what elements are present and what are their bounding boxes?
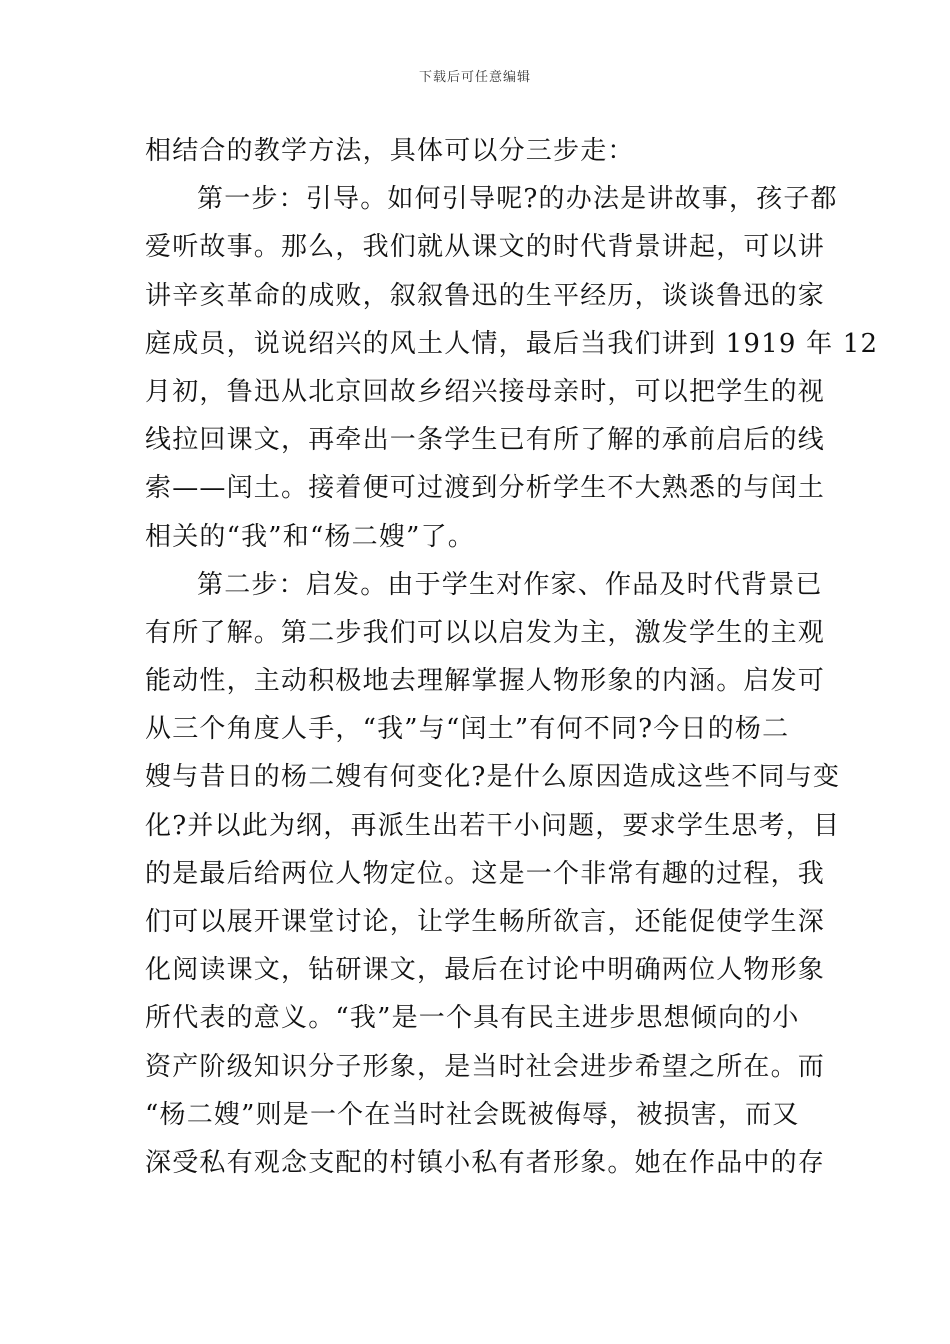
text-line-14: 嫂与昔日的杨二嫂有何变化?是什么原因造成这些不同与变 — [145, 762, 841, 793]
text-line-16: 的是最后给两位人物定位。这是一个非常有趣的过程，我 — [145, 858, 826, 889]
text-line-4: 讲辛亥革命的成败，叙叙鲁迅的生平经历，谈谈鲁迅的家 — [145, 280, 826, 311]
text-line-15: 化?并以此为纲，再派生出若干小问题，要求学生思考，目 — [145, 810, 841, 841]
text-line-1: 相结合的教学方法，具体可以分三步走： — [145, 136, 635, 166]
text-line-22: 深受私有观念支配的村镇小私有者形象。她在作品中的存 — [145, 1147, 826, 1178]
text-line-21: “杨二嫂”则是一个在当时社会既被侮辱，被损害，而又 — [145, 1099, 800, 1130]
text-line-19: 所代表的意义。“我”是一个具有民主进步思想倾向的小 — [145, 1003, 800, 1034]
text-line-7: 线拉回课文，再牵出一条学生已有所了解的承前启后的线 — [145, 425, 826, 456]
text-line-18: 化阅读课文，钻研课文，最后在讨论中明确两位人物形象 — [145, 955, 826, 986]
page-header: 下载后可任意编辑 — [418, 70, 531, 85]
text-line-9: 相关的“我”和“杨二嫂”了。 — [145, 521, 475, 552]
text-line-13: 从三个角度人手，“我”与“闰土”有何不同?今日的杨二 — [145, 714, 790, 745]
text-line-2: 第一步：引导。如何引导呢?的办法是讲故事，孩子都 — [197, 184, 838, 215]
text-line-11: 有所了解。第二步我们可以以启发为主，激发学生的主观 — [145, 617, 826, 648]
document-body — [145, 127, 879, 1187]
text-line-17: 们可以展开课堂讨论，让学生畅所欲言，还能促使学生深 — [145, 907, 826, 937]
text-line-8: 索——闰土。接着便可过渡到分析学生不大熟悉的与闰土 — [145, 473, 826, 504]
text-line-6: 月初，鲁迅从北京回故乡绍兴接母亲时，可以把学生的视 — [145, 376, 826, 407]
text-line-20: 资产阶级知识分子形象，是当时社会进步希望之所在。而 — [145, 1051, 826, 1082]
text-line-5: 庭成员，说说绍兴的风土人情，最后当我们讲到 1919 年 12 — [145, 328, 879, 359]
text-line-10: 第二步：启发。由于学生对作家、作品及时代背景已 — [197, 569, 823, 600]
text-line-3: 爱听故事。那么，我们就从课文的时代背景讲起，可以讲 — [145, 232, 826, 263]
text-line-12: 能动性，主动积极地去理解掌握人物形象的内涵。启发可 — [145, 666, 826, 697]
